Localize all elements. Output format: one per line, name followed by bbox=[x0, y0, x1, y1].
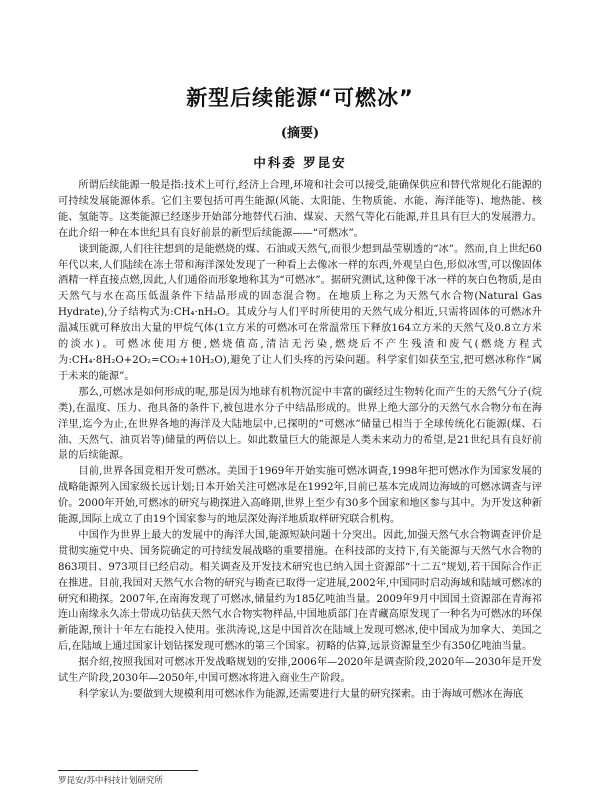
article-body bbox=[58, 178, 542, 703]
paragraph: 据介绍,按照我国对可燃冰开发战略规划的安排,2006年—2020年是调查阶段,2020年—2030年是开发试生产阶段,2030年—2050年,中国可燃冰将进入商业生产阶段。 bbox=[58, 657, 542, 685]
paragraph: 目前,世界各国竞相开发可燃冰。美国于1969年开始实施可燃冰调查,1998年把可燃冰作为国家发展的战略能源列入国家级长远计划;日本开始关注可燃冰是在1992年,目前已基本完成周边海域的可燃冰调查与评价。2000年开始,可燃冰的研究与勘探进入高峰期,世界上至少有30多个国家和地区参与其中。为开发这种新能源,国际上成立了由19个国家参与的地层深处海洋地质取样研究联合机构。 bbox=[58, 466, 542, 526]
footnote-divider bbox=[58, 770, 198, 771]
article-subtitle: (摘要) bbox=[280, 126, 320, 141]
article-authors: 中科委 罗昆安 bbox=[253, 155, 347, 170]
paragraph: 中国作为世界上最大的发展中的海洋大国,能源短缺问题十分突出。因此,加强天然气水合物调查评价是贯彻实施党中央、国务院确定的可持续发展战略的重要措施。在科技部的支持下,有关能源与天然气水合物的863项目、973项目已经启动。相关调查及开发技术研究也已纳入国土资源部“十二五”规划,若干国际合作正在推进。目前,我国对天然气水合物的研究与勘查已取得一定进展,2002年,中国同时启动海域和陆域可燃冰的研究和勘探。2007年,在南海发现了可燃冰,储量约为185亿吨油当量。2009年9月中国国土资源部在青海祁连山南缘永久冻土带成功钻获天然气水合物实物样品,中国地质部门在青藏高原发现了一种名为可燃冰的环保新能源,预计十年左右能投入使用。张洪涛说,这是中国首次在陆域上发现可燃冰,使中国成为加拿大、美国之后,在陆域上通过国家计划钻探发现可燃冰的第三个国家。初略的估算,远景资源量至少有350亿吨油当量。 bbox=[58, 529, 542, 653]
author-footnote: 罗昆安/苏中科技计划研究所 bbox=[58, 776, 163, 786]
article-title: 新型后续能源“可燃冰” bbox=[186, 86, 414, 110]
paragraph: 科学家认为:要做到大规模利用可燃冰作为能源,还需要进行大量的研究探索。由于海域可燃冰在海底 bbox=[78, 689, 524, 700]
paragraph: 所谓后续能源一般是指:技术上可行,经济上合理,环境和社会可以接受,能确保供应和替代常规化石能源的可持续发展能源体系。它们主要包括可再生能源(风能、太阳能、生物质能、水能、海洋能等)、地热能、核能、氢能等。这类能源已经逐步开始部分地替代石油、煤炭、天然气等化石能源,并且具有巨大的发展潜力。在此介绍一种在本世纪具有良好前景的新型后续能源——“可燃冰”。 bbox=[58, 180, 542, 239]
paragraph: 那么,可燃冰是如何形成的呢,那是因为地球有机物沉淀中丰富的碳经过生物转化而产生的天然气分子(烷类),在温度、压力、孢具备的条件下,被包进水分子中结晶形成的。世界上绝大部分的天然气水合物分布在海洋里,迄今为止,在世界各地的海洋及大陆地层中,已探明的“可燃冰”储量已相当于全球传统化石能源(煤、石油、天然气、油页岩等)储量的两倍以上。如此数量巨大的能源是人类未来动力的希望,是21世纪具有良好前景的后续能源。 bbox=[58, 386, 542, 462]
paragraph: 谈到能源,人们往往想到的是能燃烧的煤、石油或天然气,而很少想到晶莹剔透的“冰”。然而,自上世纪60年代以来,人们陆续在冻土带和海洋深处发现了一种看上去像冰一样的东西,外观呈白色,形似冰雪,可以像固体酒精一样直接点燃,因此,人们通俗而形象地称其为“可燃冰”。据研究测试,这种像干冰一样的灰白色物质,是由天然气与水在高压低温条件下结晶形成的固态混合物。在地质上称之为天然气水合物(Natural Gas Hydrate),分子结构式为:CH₄·nH₂O。其成分与人们平时所使用的天然气成分相近,只需将固体的可燃冰升温减压就可释放出大量的甲烷气体(1立方米的可燃冰可在常温常压下释放164立方米的天然气及0.8立方米的淡水)。可燃冰使用方便,燃烧值高,清洁无污染,燃烧后不产生残渣和废气(燃烧方程式为:CH₄·8H₂O+2O₂=CO₂+10H₂O),避免了让人们头疼的污染问题。科学家们如获至宝,把可燃冰称作“属于未来的能源”。 bbox=[58, 243, 542, 382]
